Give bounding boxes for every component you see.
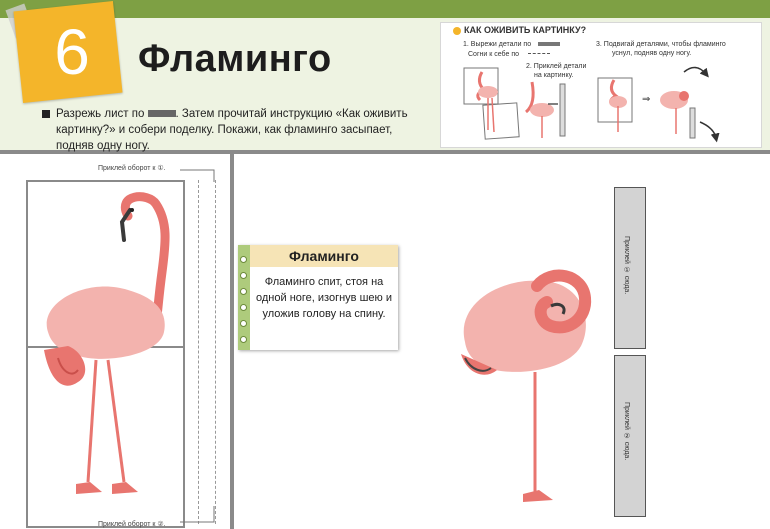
- howto-step3-line2: уснул, подняв одну ногу.: [612, 50, 692, 57]
- card-title: Фламинго: [289, 248, 359, 264]
- instruction-part1: Разрежь лист по: [56, 108, 145, 120]
- glue-bottom-bracket: [180, 506, 220, 526]
- glue-label-bottom: Приклей оборот к ②.: [98, 521, 166, 528]
- step2-illustration: [526, 82, 565, 138]
- howto-title: КАК ОЖИВИТЬ КАРТИНКУ?: [464, 25, 587, 35]
- glue-label-top: Приклей оборот к ①.: [98, 165, 166, 172]
- card-body: Фламинго спит, стоя на одной ноге, изогнув шею и уложив голову на спину.: [256, 276, 392, 320]
- glue-tab-2-label: Приклей ② сюда.: [623, 402, 630, 461]
- flamingo-sleeping-illustration: [455, 262, 605, 512]
- cut-line-swatch-small: [538, 42, 560, 46]
- fold-line-swatch: [528, 53, 550, 56]
- vertical-divider: [230, 154, 234, 529]
- ring-hole: [240, 256, 247, 263]
- svg-text:⇒: ⇒: [642, 94, 651, 105]
- howto-step2-line1: 2. Приклей детали: [526, 63, 587, 70]
- howto-illustrations: [462, 60, 762, 144]
- fold-tab: [198, 180, 216, 524]
- page-title: Фламинго: [138, 38, 332, 80]
- howto-step1-line2: Согни к себе по: [468, 51, 519, 58]
- ring-hole: [240, 320, 247, 327]
- bullet-dot-icon: [453, 27, 461, 35]
- cut-line-swatch: [148, 110, 176, 117]
- step1-illustration: [464, 68, 519, 139]
- bullet-icon: [42, 110, 50, 118]
- glue-tab-1-label: Приклей ① сюда.: [623, 236, 630, 295]
- howto-step3-line1: 3. Подвигай деталями, чтобы фламинго: [596, 41, 726, 48]
- header-stripe: [0, 0, 770, 18]
- ring-hole: [240, 336, 247, 343]
- instruction-text: [56, 106, 431, 154]
- ring-hole: [240, 288, 247, 295]
- ring-hole: [240, 272, 247, 279]
- step3-illustration: [598, 60, 718, 138]
- howto-step2-line2: на картинку.: [534, 72, 574, 79]
- glue-tab-2: [614, 355, 646, 517]
- page-number: 6: [54, 16, 90, 88]
- ring-hole: [240, 304, 247, 311]
- glue-tab-1: [614, 187, 646, 349]
- flamingo-standing-illustration: [28, 182, 188, 512]
- instruction-part2: . Затем прочитай инструкцию «Как оживить картинку?» и собери поделку. Покажи, как фламинго засыпает, подняв одну ногу.: [56, 108, 408, 152]
- howto-step1-line1: 1. Вырежи детали по: [463, 41, 532, 48]
